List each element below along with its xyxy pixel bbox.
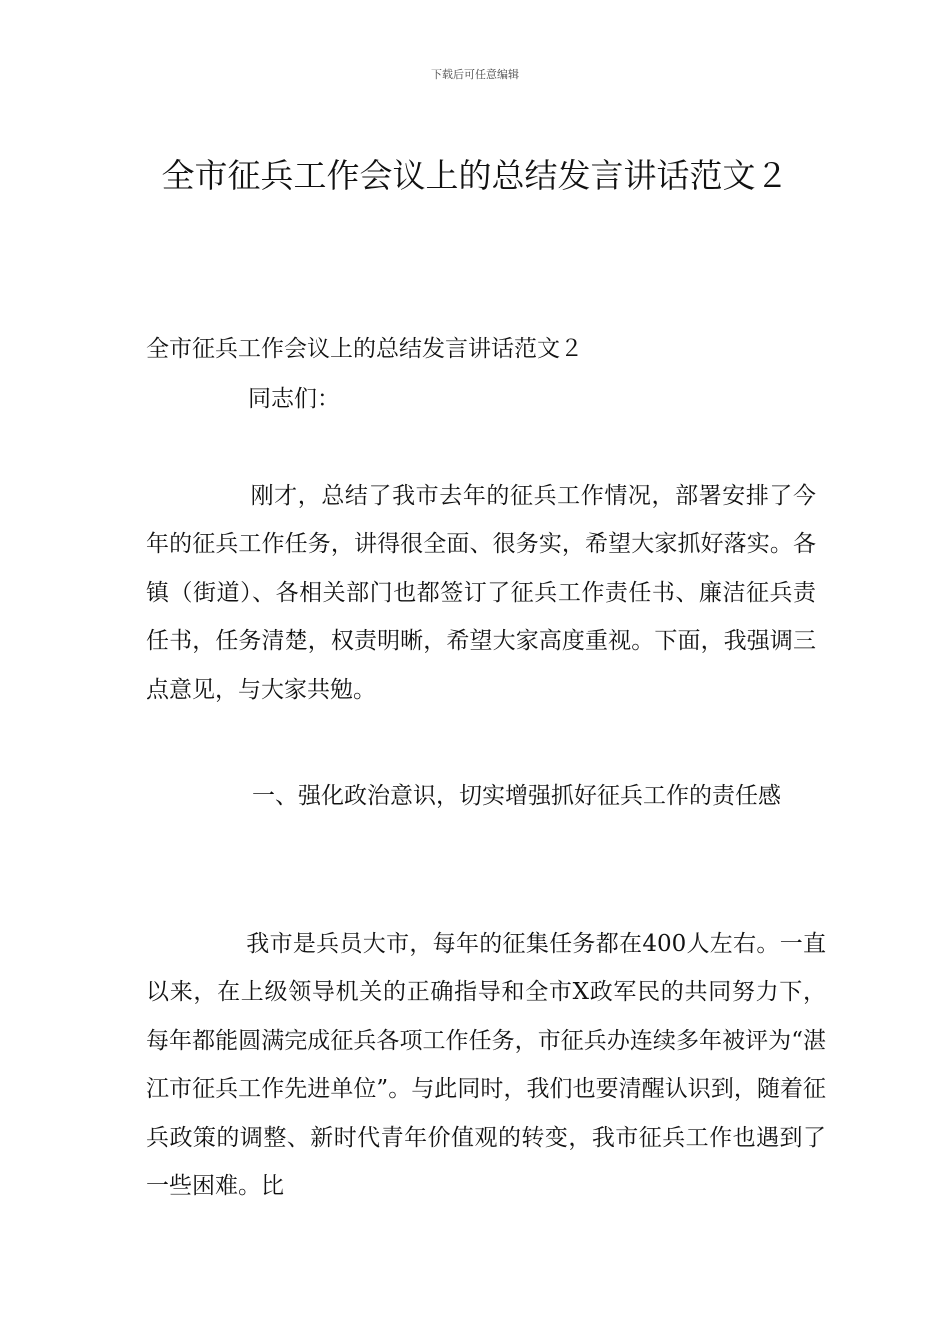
header-note: 下载后可任意编辑 (431, 68, 519, 81)
section-heading-1-text: 一、强化政治意识，切实增强抓好征兵工作的责任感 (252, 783, 781, 809)
subtitle-line: 全市征兵工作会议上的总结发言讲话范文２ (146, 336, 583, 362)
salutation: 同志们： (248, 386, 340, 412)
paragraph-opening-text: 刚才，总结了我市去年的征兵工作情况，部署安排了今年的征兵工作任务，讲得很全面、很务实，希望大家抓好落实。各镇（街道）、各相关部门也都签订了征兵工作责任书、廉洁征兵责任书，任务清楚，权责明晰，希望大家高度重视。下面，我强调三点意见，与大家共勉。 (146, 483, 816, 703)
paragraph-opening (146, 472, 816, 714)
section-heading-1 (146, 772, 816, 820)
paragraph-city-recruitment-text: 我市是兵员大市，每年的征集任务都在400人左右。一直以来，在上级领导机关的正确指导和全市X政军民的共同努力下，每年都能圆满完成征兵各项工作任务，市征兵办连续多年被评为“湛江市征兵工作先进单位”。与此同时，我们也要清醒认识到，随着征兵政策的调整、新时代青年价值观的转变，我市征兵工作也遇到了一些困难。比 (146, 931, 826, 1200)
document-title: 全市征兵工作会议上的总结发言讲话范文２ (161, 156, 789, 196)
paragraph-city-recruitment (146, 920, 826, 1210)
